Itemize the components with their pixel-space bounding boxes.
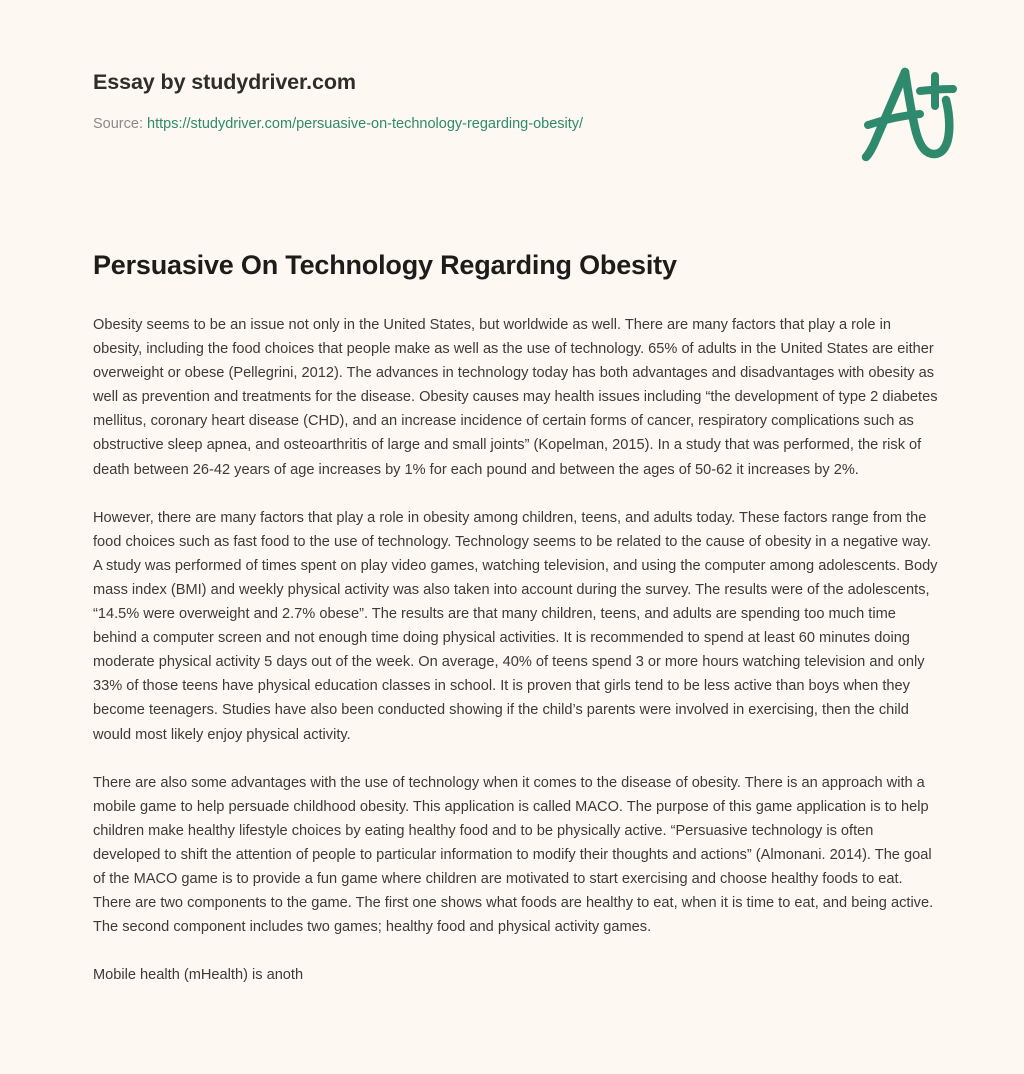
essay-body xyxy=(93,313,938,987)
studydriver-logo xyxy=(850,58,968,168)
paragraph-truncated: Mobile health (mHealth) is anoth xyxy=(93,967,304,984)
source-line xyxy=(93,117,931,132)
source-label: Source: xyxy=(93,115,143,132)
page-title: Persuasive On Technology Regarding Obesity xyxy=(93,250,677,280)
source-url-link[interactable]: https://studydriver.com/persuasive-on-technology-regarding-obesity/ xyxy=(147,115,584,132)
paragraph: However, there are many factors that play a role in obesity among children, teens, and adults today. These factors range from the food choices such as fast food to the use of technology. Technology seems to be related to the cause of obesity in a negative way. A study was performed of times spent on play video games, watching television, and using the computer among adolescents. Body mass index (BMI) and weekly physical activity was also taken into account during the survey. The results were of the adolescents, “14.5% were overweight and 2.7% obese”. The results are that many children, teens, and adults are spending too much time behind a computer screen and not enough time doing physical activities. It is recommended to spend at least 60 minutes doing moderate physical activity 5 days out of the week. On average, 40% of teens spend 3 or more hours watching television and only 33% of those teens have physical education classes in school. It is proven that girls tend to be less active than boys when they become teenagers. Studies have also been conducted showing if the child’s parents were involved in exercising, then the child would most likely enjoy physical activity. xyxy=(93,509,938,743)
essay-by-heading: Essay by studydriver.com xyxy=(93,70,356,94)
a-plus-icon xyxy=(850,58,968,168)
page-header xyxy=(93,62,931,182)
paragraph: Obesity seems to be an issue not only in the United States, but worldwide as well. There are many factors that play a role in obesity, including the food choices that people make as well as the use of technology. 65% of adults in the United States are either overweight or obese (Pellegrini, 2012). The advances in technology today has both advantages and disadvantages with obesity as well as prevention and treatments for the disease. Obesity causes may health issues including “the development of type 2 diabetes mellitus, coronary heart disease (CHD), and an increase incidence of certain forms of cancer, respiratory complications such as obstructive sleep apnea, and osteoarthritis of large and small joints” (Kopelman, 2015). In a study that was performed, the risk of death between 26-42 years of age increases by 1% for each pound and between the ages of 50-62 it increases by 2%. xyxy=(93,317,938,478)
paragraph: There are also some advantages with the use of technology when it comes to the disease of obesity. There is an approach with a mobile game to help persuade childhood obesity. This application is called MACO. The purpose of this game application is to help children make healthy lifestyle choices by eating healthy food and to be physically active. “Persuasive technology is often developed to shift the attention of people to particular information to modify their thoughts and actions” (Almonani. 2014). The goal of the MACO game is to provide a fun game where children are motivated to start exercising and choose healthy foods to eat. There are two components to the game. The first one shows what foods are healthy to eat, when it is time to eat, and being active. The second component includes two games; healthy food and physical activity games. xyxy=(93,774,934,936)
